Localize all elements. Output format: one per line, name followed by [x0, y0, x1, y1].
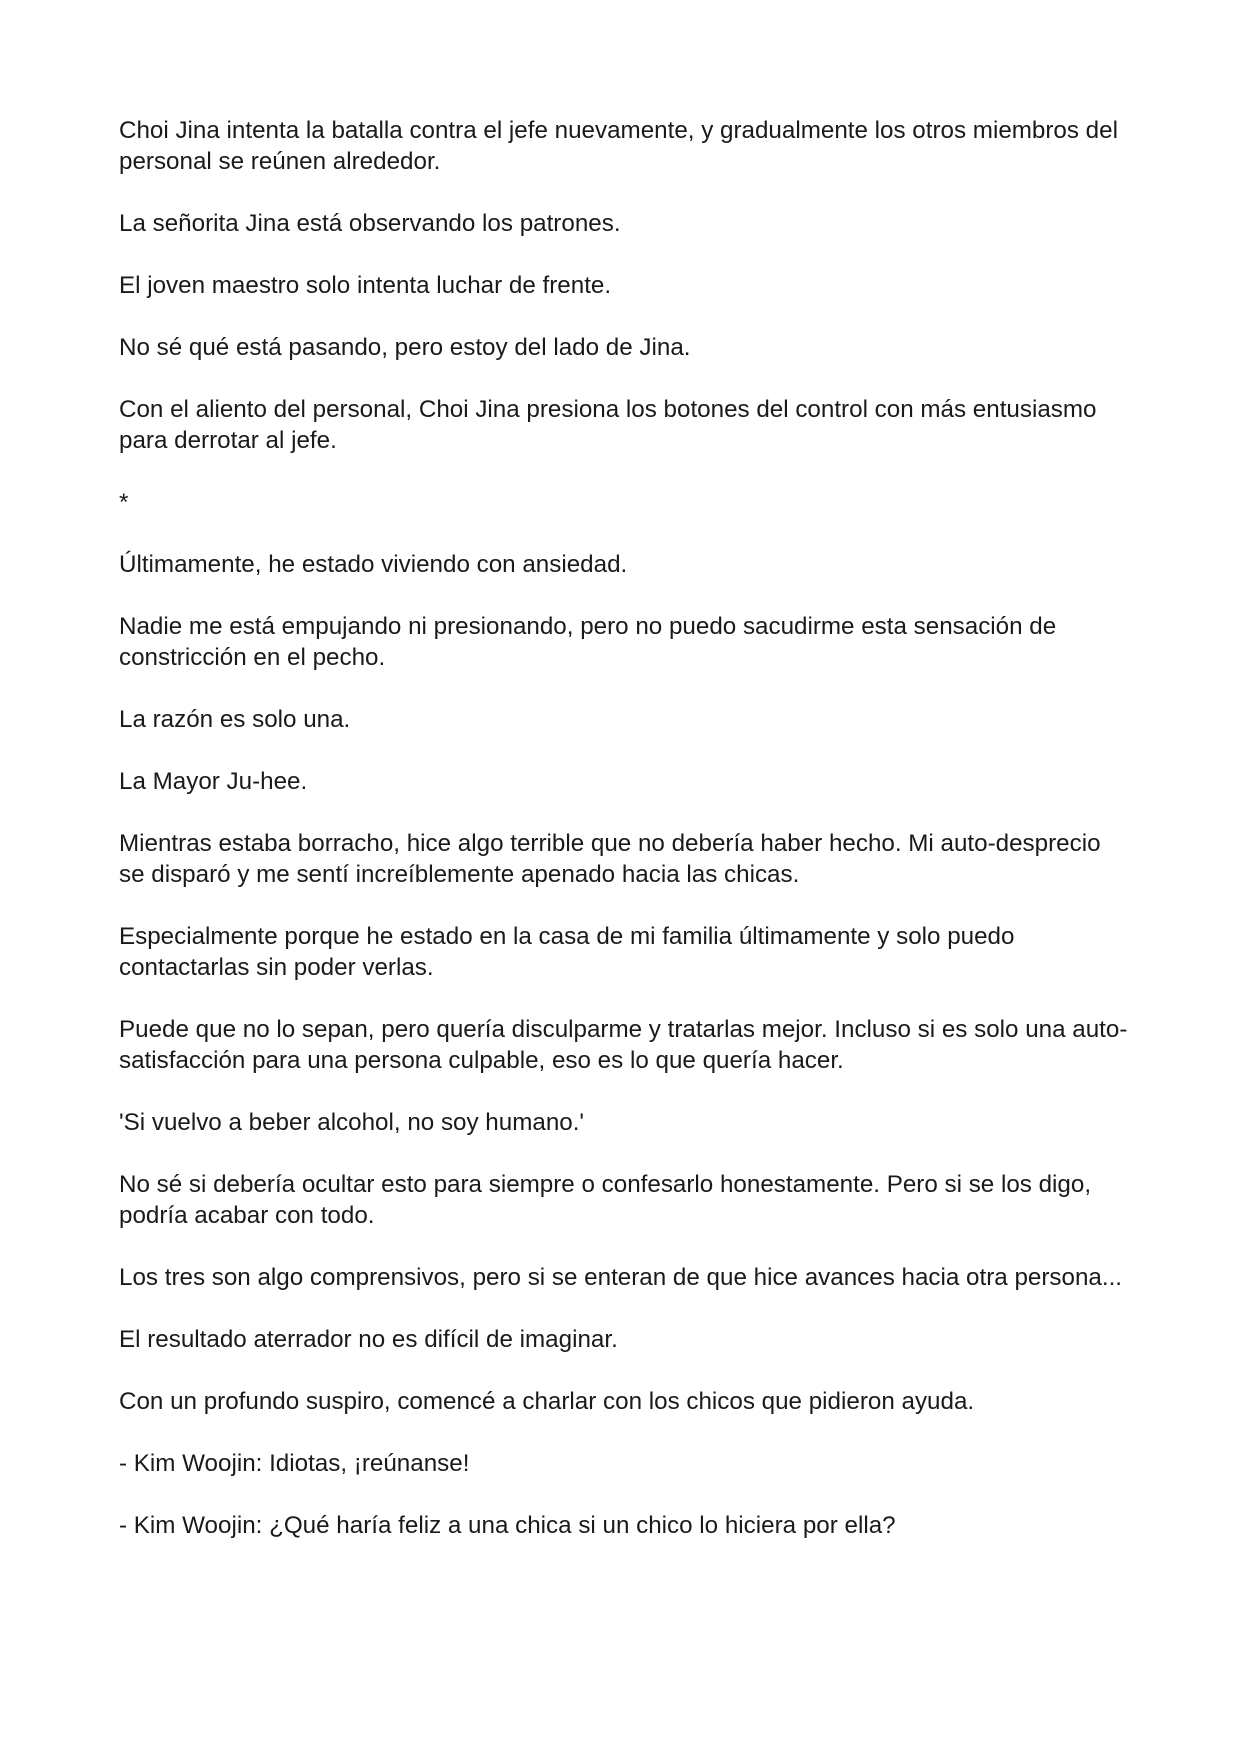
- paragraph: La Mayor Ju-hee.: [119, 768, 308, 795]
- paragraph: Con el aliento del personal, Choi Jina presiona los botones del control con más entusiasmo para derrotar al jefe.: [119, 396, 1097, 454]
- quote-paragraph: 'Si vuelvo a beber alcohol, no soy humano.': [119, 1109, 585, 1136]
- paragraph: Últimamente, he estado viviendo con ansiedad.: [119, 551, 628, 578]
- paragraph: Especialmente porque he estado en la casa de mi familia últimamente y solo puedo contactarlas sin poder verlas.: [119, 923, 1015, 981]
- paragraph: El joven maestro solo intenta luchar de frente.: [119, 272, 612, 299]
- paragraph: El resultado aterrador no es difícil de imaginar.: [119, 1326, 618, 1353]
- paragraph: La señorita Jina está observando los patrones.: [119, 210, 621, 237]
- paragraph: La razón es solo una.: [119, 706, 351, 733]
- paragraph: Nadie me está empujando ni presionando, pero no puedo sacudirme esta sensación de constricción en el pecho.: [119, 613, 1057, 671]
- paragraph: No sé si debería ocultar esto para siempre o confesarlo honestamente. Pero si se los digo, podría acabar con todo.: [119, 1171, 1092, 1229]
- section-break: *: [119, 489, 129, 516]
- paragraph: Mientras estaba borracho, hice algo terrible que no debería haber hecho. Mi auto-desprecio se disparó y me sentí increíblemente apenado hacia las chicas.: [119, 830, 1101, 888]
- document-body: [119, 115, 1129, 1572]
- paragraph: No sé qué está pasando, pero estoy del lado de Jina.: [119, 334, 691, 361]
- paragraph: Con un profundo suspiro, comencé a charlar con los chicos que pidieron ayuda.: [119, 1388, 975, 1415]
- chat-message: - Kim Woojin: ¿Qué haría feliz a una chica si un chico lo hiciera por ella?: [119, 1512, 896, 1539]
- paragraph: Puede que no lo sepan, pero quería disculparme y tratarlas mejor. Incluso si es solo una auto-satisfacción para una persona culpable, eso es lo que quería hacer.: [119, 1016, 1128, 1074]
- paragraph: Choi Jina intenta la batalla contra el jefe nuevamente, y gradualmente los otros miembros del personal se reúnen alrededor.: [119, 117, 1118, 175]
- paragraph: Los tres son algo comprensivos, pero si se enteran de que hice avances hacia otra persona...: [119, 1264, 1123, 1291]
- chat-message: - Kim Woojin: Idiotas, ¡reúnanse!: [119, 1450, 470, 1477]
